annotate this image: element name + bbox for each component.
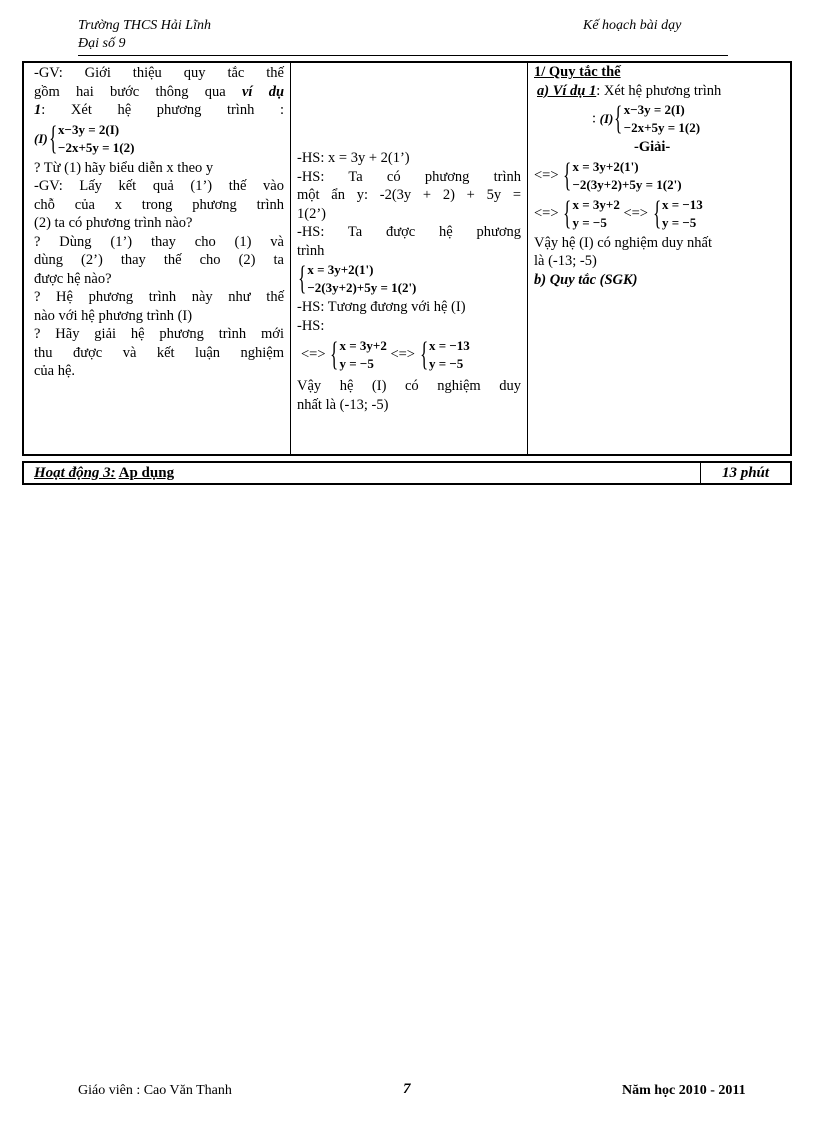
lesson-table (22, 61, 792, 456)
equation: −2(3y+2)+5y = 1(2') (572, 176, 682, 192)
equation-system: : (I) { x−3y = 2(I) −2x+5y = 1(2) (592, 100, 701, 137)
activity-heading (34, 465, 174, 482)
activity-bar (22, 461, 792, 485)
teacher-line: (2) ta có phương trình nào? (34, 215, 193, 231)
equivalence-arrow: <=> (534, 204, 559, 221)
conclusion-line: là (-13; -5) (534, 253, 597, 269)
equation-system (34, 121, 284, 157)
teacher-line: dùng (2’) thay thế cho (2) ta (34, 252, 284, 268)
teacher-column (24, 63, 291, 454)
student-line: -HS: x = 3y + 2(1’) (297, 150, 410, 166)
teacher-line: được hệ nào? (34, 270, 112, 287)
brace-icon: { (298, 260, 307, 297)
student-line: 1(2’) (297, 205, 326, 222)
footer-school-year: Năm học 2010 - 2011 (622, 1083, 746, 1098)
solution-label: -Giải- (634, 139, 671, 155)
header-plan: Kế hoạch bài dạy (583, 18, 682, 33)
equation-chain (534, 158, 784, 194)
activity-time: 13 phút (700, 463, 790, 483)
student-line: Vậy hệ (I) có nghiệm duy (297, 378, 521, 394)
teacher-line: thu được và kết luận nghiệm (34, 344, 284, 361)
equation: −2(3y+2)+5y = 1(2') (307, 280, 417, 295)
teacher-line: ? Dùng (1’) thay cho (1) và (34, 233, 284, 250)
equation: x = 3y+2(1') (307, 262, 374, 277)
equation: y = −5 (661, 214, 697, 230)
equation: x−3y = 2(I) (623, 102, 685, 117)
equation: x−3y = 2(I) (58, 121, 120, 137)
equation-system (297, 261, 521, 297)
equation: −2x+5y = 1(2) (623, 120, 701, 135)
equation: −2x+5y = 1(2) (58, 139, 135, 155)
equation: x = −13 (428, 338, 470, 353)
brace-icon: { (330, 336, 339, 373)
teacher-line: của hệ. (34, 363, 76, 379)
rule-reference: b) Quy tắc (SGK) (534, 271, 638, 288)
brace-icon: { (614, 100, 623, 137)
activity-label: Hoạt động 3: (34, 465, 116, 481)
teacher-line: ? Từ (1) hãy biểu diễn x theo y (34, 159, 214, 176)
section-heading: 1/ Quy tắc thế (534, 64, 621, 80)
student-line: -HS: (297, 317, 325, 334)
student-line: -HS: Ta được hệ phương (297, 224, 521, 240)
teacher-line: nào với hệ phương trình (I) (34, 307, 193, 324)
equation: y = −5 (428, 356, 464, 371)
footer-teacher: Giáo viên : Cao Văn Thanh (78, 1083, 232, 1098)
equation: x = 3y+2 (572, 196, 620, 212)
example-emphasis: ví dụ (241, 83, 285, 100)
system-label: (I) (34, 130, 48, 146)
equivalence-arrow: <=> (534, 166, 559, 183)
header-subject: Đại số 9 (78, 36, 126, 51)
student-line: một ẩn y: -2(3y + 2) + 5y = (297, 187, 521, 203)
equation: y = −5 (339, 356, 374, 371)
conclusion-line: Vậy hệ (I) có nghiệm duy nhất (534, 234, 712, 251)
brace-icon: { (563, 194, 572, 232)
brace-icon: { (563, 156, 572, 194)
activity-title: Ap dụng (118, 465, 175, 481)
equation-chain (534, 196, 784, 232)
equation: x = 3y+2(1') (572, 158, 639, 174)
equivalence-arrow: <=> (390, 346, 415, 363)
teacher-line: ? Hãy giải hệ phương trình mới (34, 326, 284, 342)
brace-icon: { (48, 119, 57, 157)
equation: x = −13 (661, 196, 703, 212)
teacher-line: chỗ của x trong phương trình (34, 196, 284, 213)
header-school: Trường THCS Hải Lĩnh (78, 18, 211, 33)
teacher-line: -GV: Lấy kết quả (1’) thế vào (34, 178, 284, 194)
equation: x = 3y+2 (339, 338, 387, 353)
content-column (528, 63, 790, 454)
equivalence-arrow: <=> (301, 346, 326, 363)
header-rule (78, 55, 728, 56)
teacher-line: ? Hệ phương trình này như thế (34, 289, 284, 305)
brace-icon: { (419, 336, 428, 373)
teacher-line: gồm hai bước thông qua ví dụ (34, 83, 285, 100)
brace-icon: { (652, 194, 661, 232)
page-number: 7 (403, 1081, 411, 1097)
example-label: a) Ví dụ 1 (537, 82, 597, 99)
student-line: -HS: Ta có phương trình (297, 168, 521, 185)
teacher-line: -GV: Giới thiệu quy tắc thế (34, 65, 284, 81)
student-line: nhất là (-13; -5) (297, 396, 389, 413)
student-line: trình (297, 242, 325, 259)
system-label: (I) (599, 111, 614, 126)
equivalence-arrow: <=> (623, 204, 648, 221)
equation: y = −5 (572, 214, 607, 230)
teacher-line: 1: Xét hệ phương trình : (34, 102, 284, 118)
student-line: -HS: Tương đương với hệ (I) (297, 299, 466, 315)
student-column (291, 63, 528, 454)
equation-chain (301, 337, 521, 373)
example-line: a) Ví dụ 1: Xét hệ phương trình (537, 82, 722, 99)
